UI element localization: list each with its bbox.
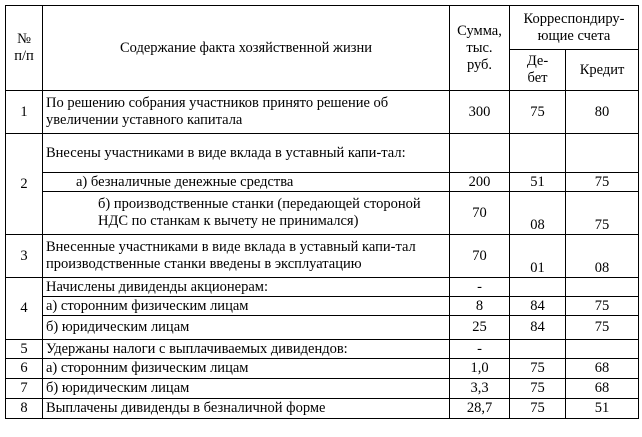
row-text: Начислены дивиденды акционерам: — [43, 278, 450, 297]
row-credit: 75 — [566, 316, 639, 340]
row-credit: 08 — [566, 235, 639, 278]
row-text: По решению собрания участников принято решение об увеличении уставного капитала — [43, 91, 450, 134]
row-sum: 70 — [450, 192, 510, 235]
row-num: 6 — [6, 359, 43, 379]
row-debit — [510, 278, 566, 297]
table-row — [6, 173, 639, 192]
row-credit — [566, 278, 639, 297]
row-sum: 8 — [450, 297, 510, 316]
accounting-entries-table — [5, 5, 639, 419]
row-num: 5 — [6, 340, 43, 359]
row-text: Выплачены дивиденды в безналичной форме — [43, 399, 450, 419]
row-credit: 80 — [566, 91, 639, 134]
row-credit — [566, 340, 639, 359]
row-debit: 75 — [510, 379, 566, 399]
header-sum — [450, 6, 510, 91]
row-text: а) безналичные денежные средства — [43, 173, 450, 192]
row-sum — [450, 134, 510, 173]
row-credit — [566, 134, 639, 173]
row-sum: 28,7 — [450, 399, 510, 419]
row-text: а) сторонним физическим лицам — [43, 297, 450, 316]
row-num: 7 — [6, 379, 43, 399]
row-debit: 84 — [510, 316, 566, 340]
row-sum: 300 — [450, 91, 510, 134]
row-sum: 70 — [450, 235, 510, 278]
header-credit: Кредит — [566, 50, 639, 91]
row-debit — [510, 340, 566, 359]
row-text: Внесены участниками в виде вклада в уставный капи-тал: — [43, 134, 450, 173]
row-sum: 25 — [450, 316, 510, 340]
row-sum: 200 — [450, 173, 510, 192]
table-row — [6, 399, 639, 419]
row-credit: 75 — [566, 173, 639, 192]
row-sum: - — [450, 340, 510, 359]
table-row — [6, 297, 639, 316]
row-debit: 01 — [510, 235, 566, 278]
table-row — [6, 91, 639, 134]
header-accounts — [510, 6, 639, 50]
row-text: Внесенные участниками в виде вклада в уставный капи-тал производственные станки введены в эксплуатацию — [43, 235, 450, 278]
row-text: Удержаны налоги с выплачиваемых дивидендов: — [43, 340, 450, 359]
table-row — [6, 278, 639, 297]
row-credit: 68 — [566, 359, 639, 379]
table-row — [6, 235, 639, 278]
row-debit: 08 — [510, 192, 566, 235]
table-row — [6, 134, 639, 173]
row-credit: 75 — [566, 297, 639, 316]
row-text: б) юридическим лицам — [43, 379, 450, 399]
header-debit-label: Де- бет — [526, 53, 549, 86]
header-debit — [510, 50, 566, 91]
table-row — [6, 340, 639, 359]
row-sum: 1,0 — [450, 359, 510, 379]
row-text: а) сторонним физическим лицам — [43, 359, 450, 379]
row-debit: 51 — [510, 173, 566, 192]
row-num: 3 — [6, 235, 43, 278]
header-content: Содержание факта хозяйственной жизни — [43, 6, 450, 91]
row-sum: 3,3 — [450, 379, 510, 399]
row-debit — [510, 134, 566, 173]
table-row — [6, 192, 639, 235]
row-num: 4 — [6, 278, 43, 340]
table-row — [6, 359, 639, 379]
row-text: б) юридическим лицам — [43, 316, 450, 340]
row-num: 1 — [6, 91, 43, 134]
row-debit: 75 — [510, 359, 566, 379]
row-text: б) производственные станки (передающей стороной НДС по станкам к вычету не принимался) — [43, 192, 450, 235]
header-num — [6, 6, 43, 91]
header-accounts-label: Корреспондиру- ющие счета — [523, 10, 625, 44]
row-debit: 75 — [510, 399, 566, 419]
row-debit: 75 — [510, 91, 566, 134]
row-debit: 84 — [510, 297, 566, 316]
row-credit: 68 — [566, 379, 639, 399]
header-sum-label: Сумма, тыс. руб. — [457, 22, 502, 73]
row-num: 2 — [6, 134, 43, 235]
table-row — [6, 316, 639, 340]
row-num: 8 — [6, 399, 43, 419]
row-credit: 51 — [566, 399, 639, 419]
table-row — [6, 379, 639, 399]
row-credit: 75 — [566, 192, 639, 235]
header-row — [6, 6, 639, 50]
row-sum: - — [450, 278, 510, 297]
header-num-label: № п/п — [14, 31, 34, 64]
